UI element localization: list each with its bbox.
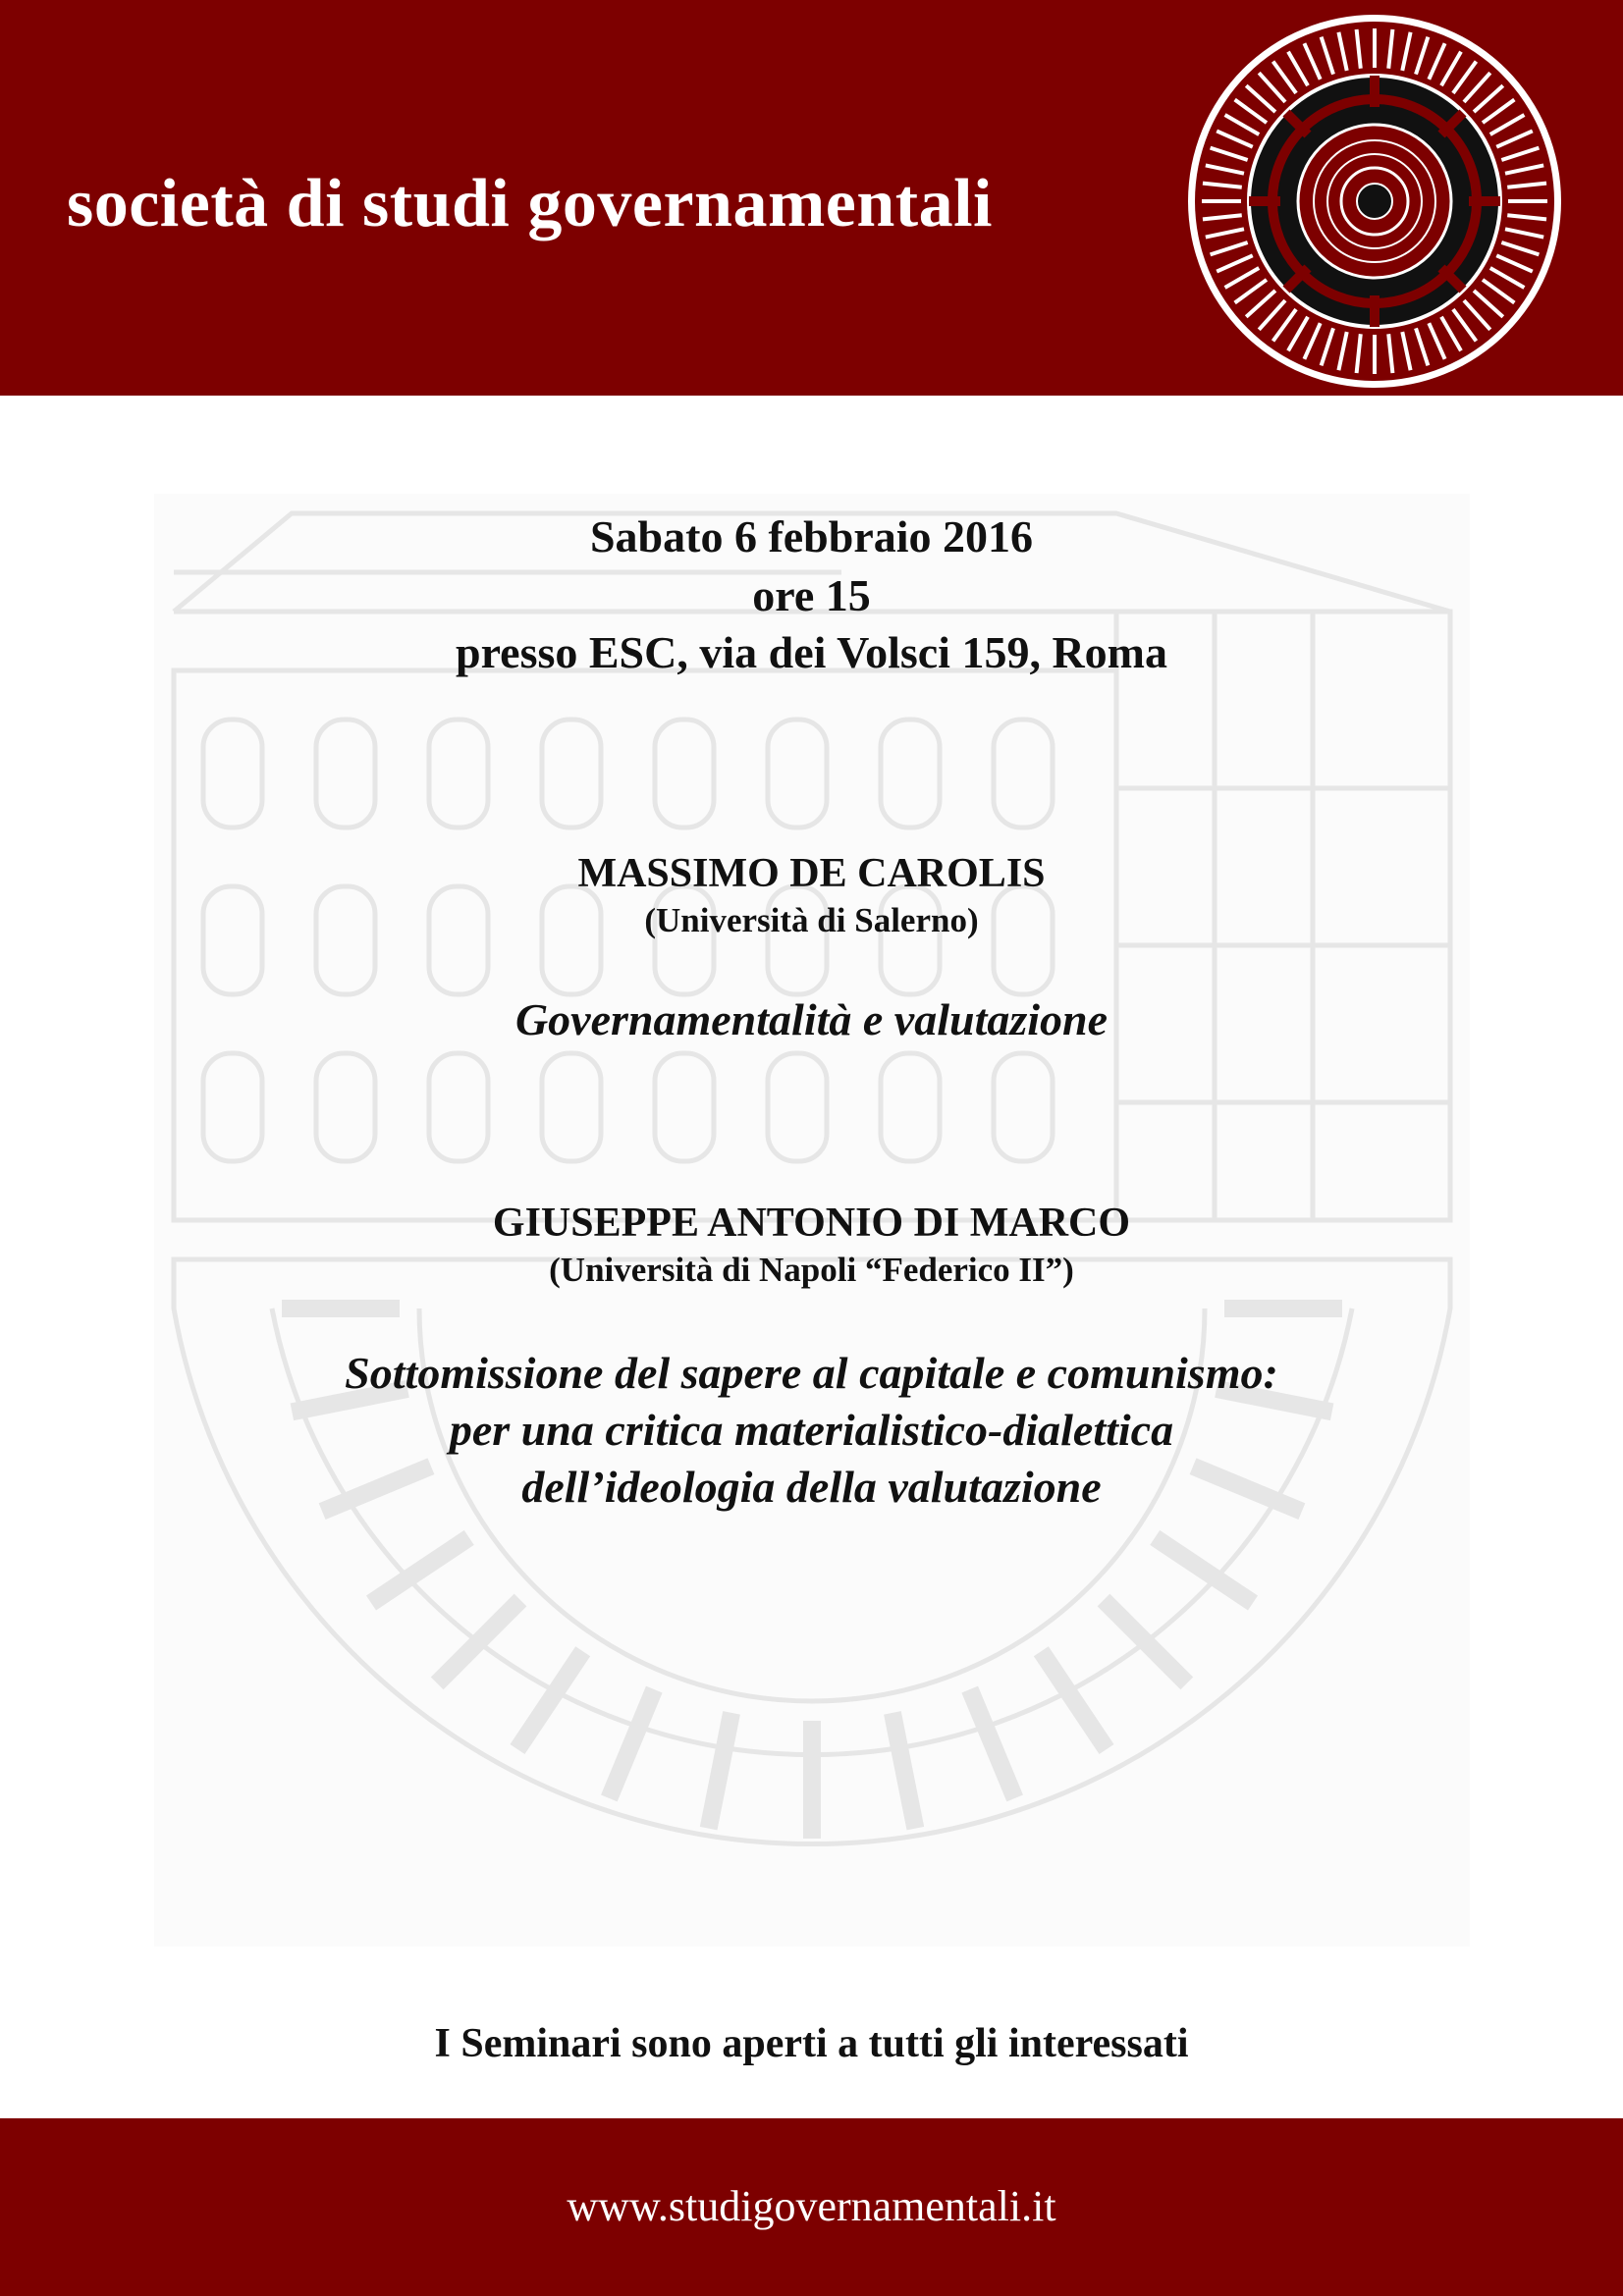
speaker-affiliation: (Università di Napoli “Federico II”) xyxy=(549,1251,1074,1289)
website-url: www.studigovernamentali.it xyxy=(567,2182,1056,2230)
speaker-name: GIUSEPPE ANTONIO DI MARCO xyxy=(492,1201,1131,1246)
speaker-name: MASSIMO DE CAROLIS xyxy=(577,851,1046,896)
event-time: ore 15 xyxy=(752,570,871,620)
talk-title-line: per una critica materialistico-dialettica xyxy=(449,1405,1174,1455)
talk-title-line: Governamentalità e valutazione xyxy=(514,994,1109,1044)
event-venue: presso ESC, via dei Volsci 159, Roma xyxy=(455,627,1168,677)
speaker-affiliation: (Università di Salerno) xyxy=(644,901,979,939)
header-band xyxy=(0,0,1623,396)
notice-text: I Seminari sono aperti a tutti gli interessati xyxy=(434,2021,1189,2066)
org-title: società di studi governamentali xyxy=(67,166,993,241)
talk-title-line: dell’ideologia della valutazione xyxy=(521,1462,1102,1512)
event-date: Sabato 6 febbraio 2016 xyxy=(589,511,1034,561)
panopticon-logo-icon xyxy=(1186,13,1563,390)
talk-title-line: Sottomissione del sapere al capitale e comunismo: xyxy=(345,1348,1278,1398)
